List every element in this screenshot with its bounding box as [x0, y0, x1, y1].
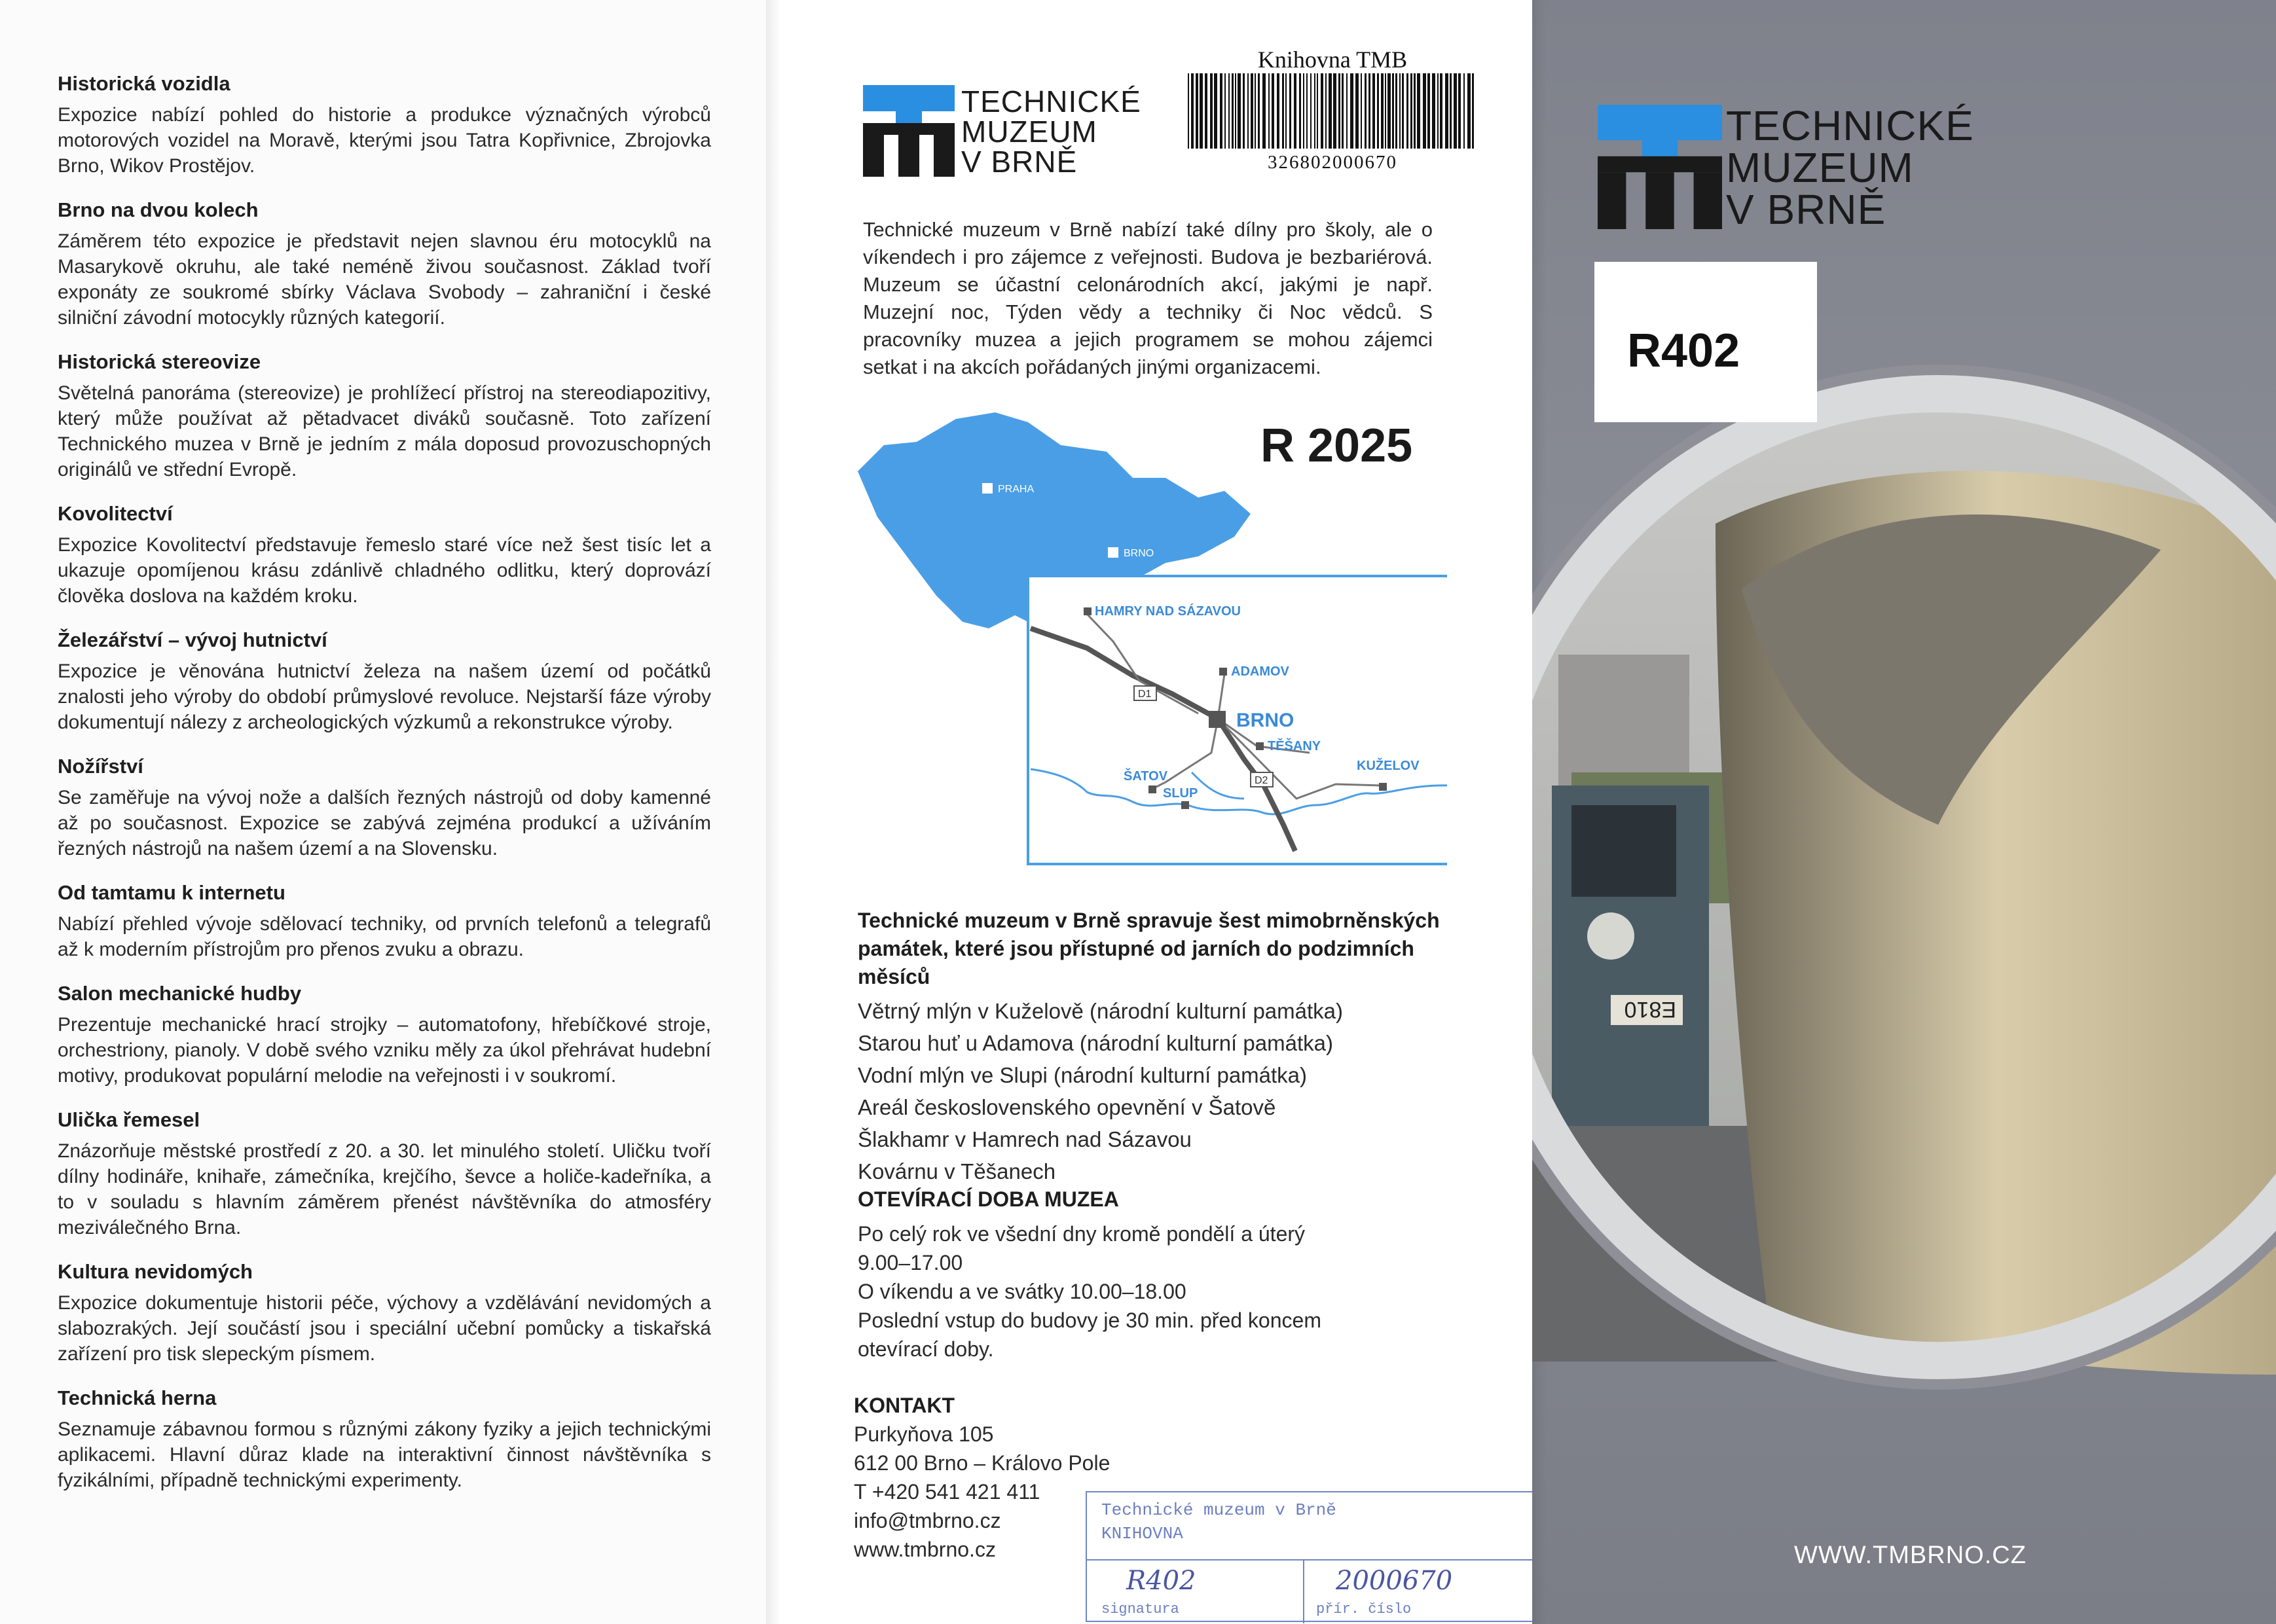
barcode-bar [1437, 73, 1439, 149]
logo-line-2: MUZEUM [961, 115, 1097, 149]
barcode-bar [1314, 73, 1315, 149]
cover-logo-icon [1598, 105, 1722, 229]
stamp-signature-caption: signatura [1101, 1601, 1179, 1617]
library-stamp [1086, 1491, 1532, 1622]
barcode-bar [1303, 73, 1304, 149]
cover-panel [1532, 0, 2276, 1624]
middle-panel [766, 0, 1532, 1624]
museum-logo-icon [863, 85, 955, 177]
exhibition-section [58, 502, 711, 609]
barcode-bar [1321, 73, 1323, 149]
exhibition-section [58, 72, 711, 179]
barcode-bar [1346, 73, 1348, 149]
exhibition-title: Železářství – vývoj hutnictví [58, 628, 327, 651]
barcode-bar [1188, 73, 1189, 149]
stamp-line-2: KNIHOVNA [1101, 1524, 1183, 1543]
barcode-bar [1372, 73, 1375, 149]
contact-phone: T +420 541 421 411 [854, 1480, 1040, 1504]
barcode-bar [1310, 73, 1312, 149]
barcode-bar [1406, 73, 1408, 149]
exhibition-title: Kovolitectví [58, 502, 173, 525]
cover-logo-line-2: MUZEUM [1726, 144, 1914, 191]
exhibition-title: Nožířství [58, 755, 143, 778]
barcode-bars [1185, 73, 1480, 149]
barcode-bar [1365, 73, 1367, 149]
monuments-lead: Technické muzeum v Brně spravuje šest mimobrněnských památek, které jsou přístupné od jarních do podzimních měsíců [858, 909, 1440, 988]
contact-city: 612 00 Brno – Královo Pole [854, 1451, 1110, 1475]
barcode-bar [1399, 73, 1401, 149]
cover-logo [1598, 102, 1974, 233]
barcode-bar [1299, 73, 1301, 149]
barcode-bar [1214, 73, 1217, 149]
barcode-bar [1272, 73, 1274, 149]
barcode-bar [1440, 73, 1442, 149]
hours-line: O víkendu a ve svátky 10.00–18.00 [858, 1280, 1186, 1303]
barcode-bar [1200, 73, 1203, 149]
contact-title: KONTAKT [854, 1394, 955, 1417]
exhibition-title: Technická herna [58, 1386, 217, 1409]
exhibition-section [58, 755, 711, 861]
barcode-bar [1463, 73, 1465, 149]
barcode-bar [1232, 73, 1234, 149]
stamp-accession-value: 2000670 [1336, 1566, 1453, 1596]
barcode-bar [1255, 73, 1256, 149]
monuments-list [858, 995, 1447, 1187]
barcode-bar [1251, 73, 1253, 149]
exhibition-section [58, 1260, 711, 1367]
exhibition-section [58, 1108, 711, 1240]
place-adamov: ADAMOV [1231, 664, 1289, 679]
monument-item: Šlakhamr v Hamrech nad Sázavou [858, 1127, 1192, 1151]
barcode-bar [1235, 73, 1236, 149]
barcode-bar [1454, 73, 1457, 149]
exhibition-section [58, 350, 711, 482]
monument-item: Starou huť u Adamova (národní kulturní památka) [858, 1031, 1333, 1055]
barcode-bar [1220, 73, 1222, 149]
barcode-bar [1317, 73, 1318, 149]
logo-line-1: TECHNICKÉ [961, 84, 1141, 118]
exhibition-title: Salon mechanické hudby [58, 982, 302, 1005]
brno-small-label: BRNO [1124, 548, 1154, 559]
place-tesany: TĚŠANY [1268, 739, 1321, 753]
place-brno: BRNO [1236, 710, 1294, 731]
barcode-bar [1333, 73, 1336, 149]
barcode-bar [1432, 73, 1435, 149]
barcode-bar [1282, 73, 1284, 149]
barcode-bar [1191, 73, 1194, 149]
hours-line: Poslední vstup do budovy je 30 min. před koncem [858, 1308, 1321, 1332]
praha-label: PRAHA [998, 484, 1035, 495]
exhibition-text: Světelná panoráma (stereovize) je prohlížecí přístroj na stereodiapozitivy, který může používat až pětadvacet diváků současně. Toto zařízení Technického muzea v Brně je jedním z mála doposud provozuschopných originálů ve střední Evropě. [58, 382, 711, 480]
monument-item: Větrný mlýn v Kuželově (národní kulturní památka) [858, 999, 1344, 1023]
brno-marker [1108, 547, 1118, 558]
sticker-code: R402 [1627, 325, 1740, 377]
road-d2-label: D2 [1255, 775, 1268, 786]
place-kuzelov: KUŽELOV [1357, 759, 1420, 773]
intro-text: Technické muzeum v Brně nabízí také dílny pro školy, ale o víkendech i pro zájemce z veřejnosti. Budova je bezbariérová. Muzeum se účastní celonárodních akcí, jakými je např. Muzejní noc, Týden vědy a techniky či Noc vědců. S pracovníky muzea a jejich programem se mohou zájemci setkat i na akcích pořádaných jinými organizacemi. [863, 218, 1433, 378]
road-d1-label: D1 [1138, 689, 1152, 700]
hours-line: otevírací doby. [858, 1337, 994, 1361]
barcode-bar [1450, 73, 1452, 149]
barcode-bar [1467, 73, 1471, 149]
barcode-bar [1350, 73, 1353, 149]
exhibition-title: Ulička řemesel [58, 1108, 200, 1131]
museum-logo [863, 85, 1141, 177]
barcode-bar [1238, 73, 1241, 149]
exhibition-text: Expozice Kovolitectví představuje řemeslo staré více než šest tisíc let a ukazuje opomíjenou krásu zdánlivě chladného odlitku, který doprovází člověka doslova na každém kroku. [58, 534, 711, 607]
stamp-accession-caption: přír. číslo [1316, 1601, 1412, 1617]
opening-hours [858, 1219, 1447, 1363]
barcode-bar [1262, 73, 1266, 149]
hours-line: 9.00–17.00 [858, 1251, 963, 1274]
exhibition-section [58, 628, 711, 735]
barcode-bar [1285, 73, 1287, 149]
call-number-sticker [1594, 262, 1817, 422]
exhibition-text: Expozice je věnována hutnictví železa na našem území od počátků znalosti jeho výroby do období průmyslové revoluce. Nejstarší fáze výroby dokumentují nálezy z archeologických výzkumů a rekonstrukce výroby. [58, 660, 711, 733]
contact-web: www.tmbrno.cz [854, 1538, 996, 1561]
exhibition-section [58, 982, 711, 1089]
monument-item: Kovárnu v Těšanech [858, 1159, 1056, 1183]
cover-logo-line-3: V BRNĚ [1726, 186, 1886, 233]
barcode-bar [1472, 73, 1474, 149]
hours-line: Po celý rok ve všední dny kromě pondělí a úterý [858, 1222, 1306, 1246]
exhibition-text: Prezentuje mechanické hrací strojky – automatofony, hřebíčkové stroje, orchestriony, pianoly. V době svého vzniku měly za úkol přehrávat hudební motivy, produkovat populární melodie na veřejnosti i v soukromí. [58, 1014, 711, 1087]
barcode-bar [1329, 73, 1332, 149]
barcode-bar [1410, 73, 1412, 149]
library-barcode [1185, 46, 1480, 177]
fold-shadow [766, 0, 780, 1624]
barcode-bar [1361, 73, 1362, 149]
barcode-bar [1458, 73, 1461, 149]
barcode-bar [1423, 73, 1426, 149]
exhibition-text: Se zaměřuje na vývoj nože a dalších řezných nástrojů od doby kamenné až po současnost. Expozice se zabývá zejména produkcí a užíváním řezných nástrojů na našem území a na Slovensku. [58, 787, 711, 859]
barcode-number: 326802000670 [1268, 152, 1397, 173]
exhibition-text: Znázorňuje městské prostředí z 20. a 30. let minulého století. Uličku tvoří dílny hodináře, knihaře, zámečníka, krejčího, ševce a holiče-kadeřníka, a to v souladu s hlavním záměrem přenést návštěvníka do atmosféry meziválečného Brna. [58, 1140, 711, 1238]
barcode-bar [1294, 73, 1296, 149]
barcode-bar [1445, 73, 1448, 149]
barcode-bar [1387, 73, 1391, 149]
barcode-bar [1228, 73, 1230, 149]
left-panel [0, 0, 766, 1624]
exhibition-title: Od tamtamu k internetu [58, 881, 285, 904]
barcode-bar [1342, 73, 1344, 149]
barcode-bar [1427, 73, 1430, 149]
car-plate: E810 [1624, 997, 1676, 1022]
barcode-bar [1395, 73, 1397, 149]
location-map [858, 406, 1447, 877]
barcode-bar [1224, 73, 1226, 149]
barcode-bar [1268, 73, 1270, 149]
barcode-bar [1402, 73, 1404, 149]
car-mirror-photo [1532, 0, 2276, 1624]
shelf-mark: R 2025 [1260, 420, 1413, 472]
barcode-bar [1417, 73, 1420, 149]
exhibition-title: Kultura nevidomých [58, 1260, 253, 1283]
place-hamry: HAMRY NAD SÁZAVOU [1095, 604, 1241, 619]
exhibition-text: Expozice nabízí pohled do historie a produkce význačných výrobců motorových vozidel na Moravě, kterými jsou Tatra Kopřivnice, Zbrojovka Brno, Wikov Prostějov. [58, 104, 711, 177]
barcode-bar [1306, 73, 1308, 149]
logo-line-3: V BRNĚ [961, 145, 1078, 179]
cover-logo-line-1: TECHNICKÉ [1726, 102, 1974, 149]
barcode-bar [1196, 73, 1198, 149]
hours-title: OTEVÍRACÍ DOBA MUZEA [858, 1187, 1119, 1211]
place-satov: ŠATOV [1124, 769, 1168, 784]
barcode-bar [1368, 73, 1370, 149]
contact-block [854, 1391, 1110, 1564]
exhibition-section [58, 1386, 711, 1493]
monument-item: Areál československého opevnění v Šatově [858, 1095, 1276, 1119]
contact-email: info@tmbrno.cz [854, 1509, 1001, 1532]
exhibitions-list [58, 72, 711, 1493]
exhibition-text: Seznamuje zábavnou formou s různými zákony fyziky a jejich technickými aplikacemi. Hlavní důraz klade na interaktivní činnost návštěvníka s fyzikálními, případně technickými experimenty. [58, 1418, 711, 1491]
exhibition-title: Brno na dvou kolech [58, 198, 259, 221]
website-url: WWW.TMBRNO.CZ [1794, 1542, 2027, 1569]
barcode-bar [1381, 73, 1384, 149]
exhibition-title: Historická vozidla [58, 72, 230, 95]
barcode-bar [1210, 73, 1213, 149]
barcode-bar [1325, 73, 1327, 149]
barcode-bar [1377, 73, 1379, 149]
barcode-bar [1289, 73, 1291, 149]
barcode-bar [1243, 73, 1245, 149]
barcode-bar [1414, 73, 1416, 149]
monument-item: Vodní mlýn ve Slupi (národní kulturní památka) [858, 1063, 1308, 1087]
stamp-line-1: Technické muzeum v Brně [1101, 1500, 1336, 1520]
barcode-bar [1392, 73, 1394, 149]
praha-marker [982, 483, 993, 494]
stamp-signature-value: R402 [1126, 1566, 1196, 1596]
barcode-bar [1277, 73, 1279, 149]
barcode-label: Knihovna TMB [1257, 46, 1408, 73]
exhibition-text: Záměrem této expozice je představit nejen slavnou éru motocyklů na Masarykově okruhu, ale také neméně živou současnost. Základ tvoří exponáty ze soukromé sbírky Václava Svobody – zahraniční i české silniční závodní motocykly různých kategorií. [58, 230, 711, 329]
exhibition-title: Historická stereovize [58, 350, 261, 373]
barcode-bar [1338, 73, 1340, 149]
barcode-bar [1258, 73, 1260, 149]
barcode-bar [1205, 73, 1207, 149]
barcode-bar [1355, 73, 1359, 149]
exhibition-text: Nabízí přehled vývoje sdělovací techniky, od prvních telefonů a telegrafů až k moderním přístrojům pro přenos zvuku a obrazu. [58, 913, 711, 960]
contact-street: Purkyňova 105 [854, 1422, 994, 1446]
monuments-and-hours [858, 907, 1447, 1363]
barcode-bar [1385, 73, 1386, 149]
exhibition-section [58, 881, 711, 962]
barcode-bar [1247, 73, 1249, 149]
place-slup: SLUP [1163, 786, 1198, 801]
exhibition-text: Expozice dokumentuje historii péče, výchovy a vzdělávání nevidomých a slabozrakých. Její součástí jsou i speciální učební pomůcky a tiskařská zařízení pro tisk slepeckým písmem. [58, 1292, 711, 1365]
exhibition-section [58, 198, 711, 331]
